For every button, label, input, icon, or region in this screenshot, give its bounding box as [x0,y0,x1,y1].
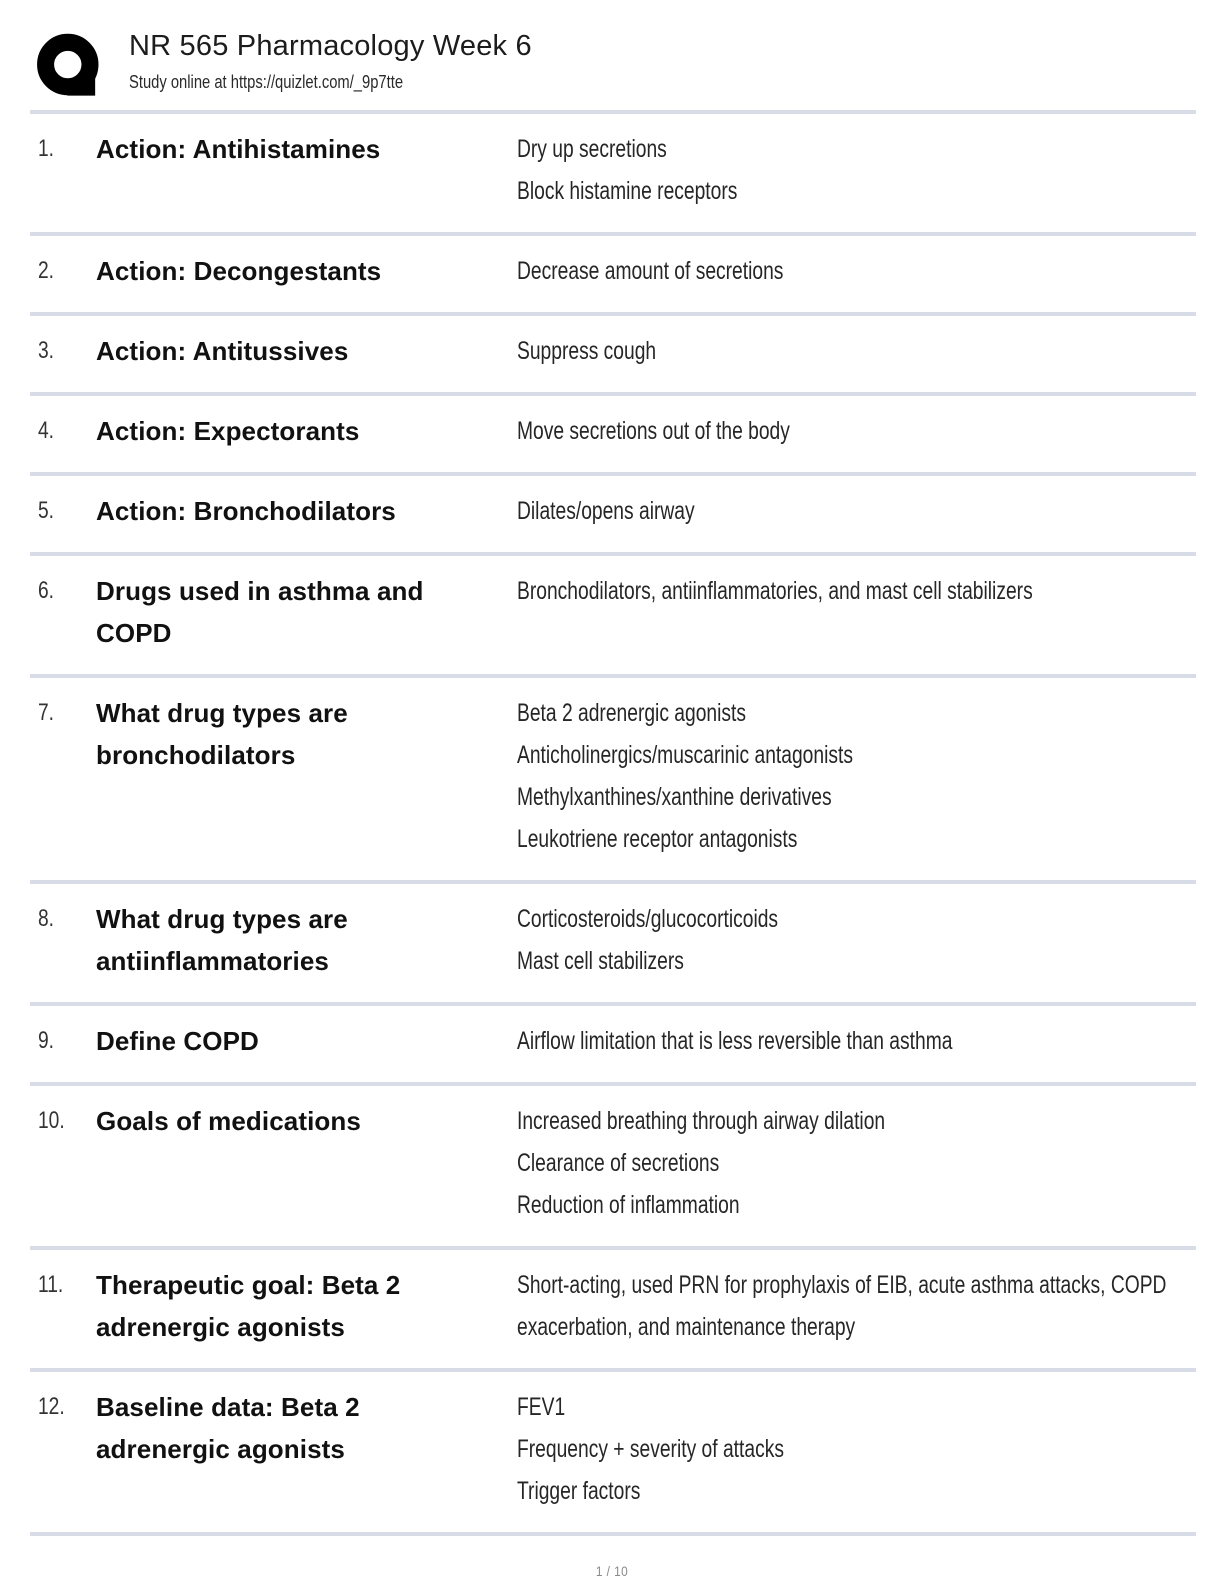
card-term: Define COPD [96,1026,259,1056]
definition-line: Anticholinergics/muscarinic antagonists [517,741,853,769]
card-term: Baseline data: Beta 2 adrenergic agonists [96,1392,360,1464]
header [0,0,1224,106]
quizlet-logo-icon [33,26,107,106]
definition-line: Bronchodilators, antiinflammatories, and mast cell stabilizers [517,577,1033,605]
card-number: 8. [38,905,55,932]
definition-line: Methylxanthines/xanthine derivatives [517,783,832,811]
study-online-link[interactable]: Study online at https://quizlet.com/_9p7tte [129,72,404,93]
definition-line: Increased breathing through airway dilation [517,1107,886,1135]
card-term: What drug types are bronchodilators [96,698,348,770]
card-definitions [517,410,1196,452]
card-term: What drug types are antiinflammatories [96,904,348,976]
card-definitions [517,1020,1196,1062]
card-number: 2. [38,257,55,284]
definition-line: Corticosteroids/glucocorticoids [517,905,779,933]
card-term: Drugs used in asthma and COPD [96,576,424,648]
card-row [30,236,1196,316]
definition-line: Reduction of inflammation [517,1191,740,1219]
card-row [30,1006,1196,1086]
card-definitions [517,330,1196,372]
card-row [30,476,1196,556]
card-term: Action: Antitussives [96,336,349,366]
page-title: NR 565 Pharmacology Week 6 [129,30,532,62]
card-term: Action: Bronchodilators [96,496,396,526]
definition-line: Leukotriene receptor antagonists [517,825,798,853]
definition-line: Beta 2 adrenergic agonists [517,699,747,727]
definition-line: Clearance of secretions [517,1149,720,1177]
definition-line: Block histamine receptors [517,177,738,205]
card-row [30,1372,1196,1536]
card-number: 4. [38,417,55,444]
card-number: 10. [38,1107,65,1134]
header-titles [129,26,532,93]
definition-line: Frequency + severity of attacks [517,1435,784,1463]
card-number: 6. [38,577,55,604]
definition-line: Suppress cough [517,337,657,365]
card-definitions [517,898,1196,982]
card-row [30,884,1196,1006]
card-definitions [517,1386,1196,1512]
card-definitions [517,490,1196,532]
card-row [30,1086,1196,1250]
card-row [30,396,1196,476]
page-indicator: 1 / 10 [595,1563,629,1579]
flashcard-list [30,114,1196,1536]
card-row [30,678,1196,884]
card-number: 9. [38,1027,55,1054]
card-row [30,556,1196,678]
card-definitions [517,1264,1196,1348]
card-term: Therapeutic goal: Beta 2 adrenergic agonists [96,1270,401,1342]
card-definitions [517,128,1196,212]
definition-line: Decrease amount of secretions [517,257,784,285]
footer [0,1536,1224,1581]
card-row [30,316,1196,396]
card-term: Goals of medications [96,1106,361,1136]
card-number: 12. [38,1393,65,1420]
card-definitions [517,570,1196,654]
definition-line: Dry up secretions [517,135,667,163]
card-number: 3. [38,337,55,364]
card-definitions [517,250,1196,292]
card-number: 1. [38,135,55,162]
definition-line: Move secretions out of the body [517,417,790,445]
definition-line: FEV1 [517,1393,566,1421]
definition-line: Mast cell stabilizers [517,947,684,975]
card-row [30,1250,1196,1372]
definition-line: Dilates/opens airway [517,497,695,525]
card-definitions [517,692,1196,860]
card-number: 11. [38,1271,64,1298]
definition-line: Airflow limitation that is less reversible than asthma [517,1027,953,1055]
card-number: 5. [38,497,55,524]
card-term: Action: Antihistamines [96,134,381,164]
definition-line: Trigger factors [517,1477,641,1505]
card-row [30,114,1196,236]
card-term: Action: Expectorants [96,416,360,446]
card-number: 7. [38,699,55,726]
card-definitions [517,1100,1196,1226]
card-term: Action: Decongestants [96,256,382,286]
definition-line: Short-acting, used PRN for prophylaxis of EIB, acute asthma attacks, COPD exacerbation, and maintenance therapy [517,1271,1167,1341]
